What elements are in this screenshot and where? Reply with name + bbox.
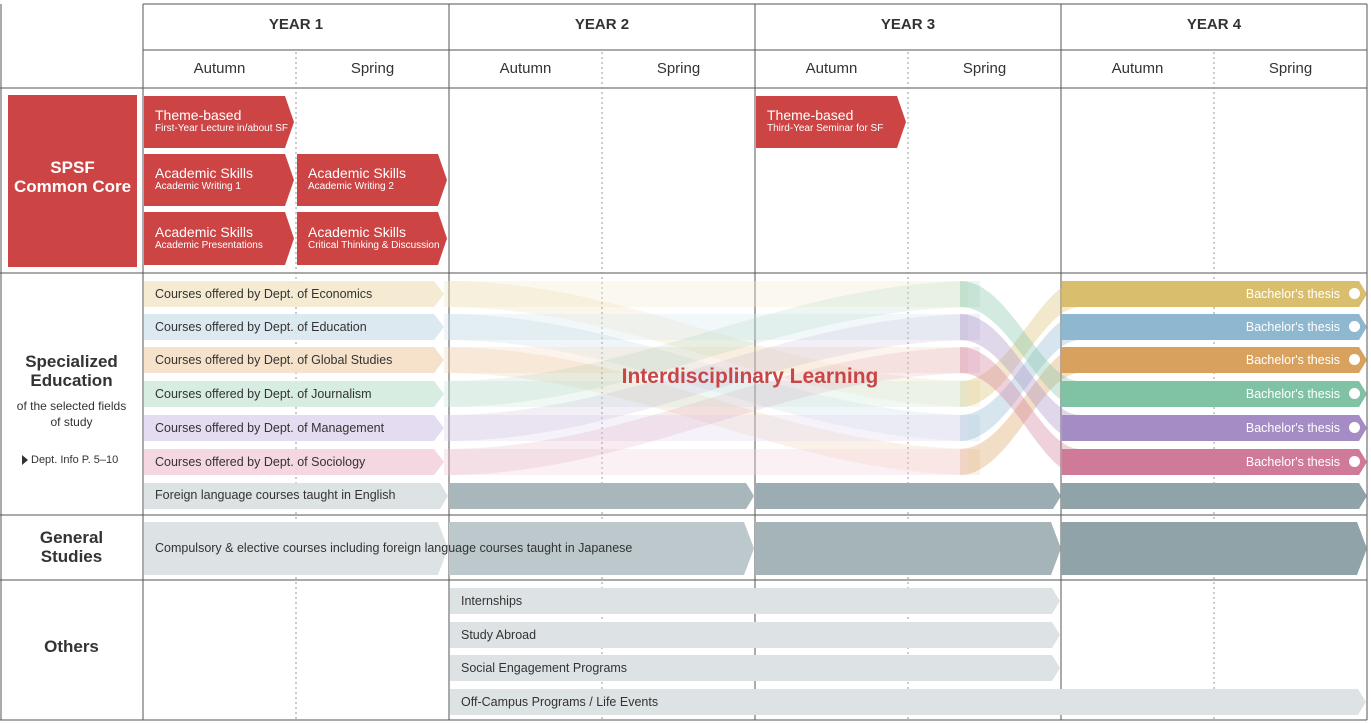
core-course-critical-thinking	[308, 224, 440, 252]
year-1-label: YEAR 1	[268, 16, 324, 33]
core-course-writing-2	[308, 165, 406, 193]
y3-autumn-label: Autumn	[805, 60, 858, 77]
dept-info-text: Dept. Info P. 5–10	[31, 454, 119, 466]
thesis-sociology-label: Bachelor's thesis	[1245, 455, 1340, 469]
general-band-year3	[755, 522, 1061, 575]
foreign-language-english-label: Foreign language courses taught in English	[155, 488, 396, 502]
others-internships-label: Internships	[461, 594, 523, 608]
dept-global-studies-label: Courses offered by Dept. of Global Studies	[155, 353, 393, 367]
y2-autumn-label: Autumn	[499, 60, 552, 77]
course-subtitle: Third-Year Seminar for SF	[767, 123, 884, 134]
interdisciplinary-learning-label: Interdisciplinary Learning	[621, 365, 879, 388]
general-studies-bar-label: Compulsory & elective courses including foreign language courses taught in Japanese	[155, 541, 633, 555]
common-core-heading: SPSF Common Core	[13, 158, 132, 196]
specialized-subheading: of the selected fields of study	[16, 399, 127, 429]
course-title: Theme-based	[767, 107, 854, 123]
thesis-economics-label: Bachelor's thesis	[1245, 287, 1340, 301]
others-band-study-abroad	[450, 622, 1060, 648]
dept-info-pointer	[22, 454, 118, 466]
thesis-education-label: Bachelor's thesis	[1245, 320, 1340, 334]
foreign-band-year3	[755, 483, 1061, 509]
y4-spring-label: Spring	[1268, 60, 1313, 77]
y2-spring-label: Spring	[656, 60, 701, 77]
dept-economics-label: Courses offered by Dept. of Economics	[155, 287, 373, 301]
course-subtitle: Academic Presentations	[155, 240, 263, 251]
thesis-management-label: Bachelor's thesis	[1245, 421, 1340, 435]
y1-spring-label: Spring	[350, 60, 395, 77]
year-4-label: YEAR 4	[1186, 16, 1242, 33]
dept-education-label: Courses offered by Dept. of Education	[155, 320, 367, 334]
specialized-heading: Specialized Education	[25, 352, 118, 390]
general-studies-heading: General Studies	[39, 528, 104, 566]
dept-management-label: Courses offered by Dept. of Management	[155, 421, 385, 435]
course-subtitle: Academic Writing 2	[308, 181, 394, 192]
course-title: Academic Skills	[308, 165, 407, 181]
y1-autumn-label: Autumn	[193, 60, 246, 77]
others-off-campus-label: Off-Campus Programs / Life Events	[461, 695, 659, 709]
course-title: Theme-based	[155, 107, 242, 123]
triangle-right-icon	[22, 455, 28, 465]
others-band-internships	[450, 588, 1060, 614]
course-subtitle: Critical Thinking & Discussion	[308, 240, 440, 251]
thesis-dot-global-studies	[1349, 354, 1360, 365]
thesis-global-studies-label: Bachelor's thesis	[1245, 353, 1340, 367]
thesis-dot-economics	[1349, 288, 1360, 299]
course-title: Academic Skills	[155, 165, 254, 181]
core-course-theme-third-year	[767, 107, 883, 135]
others-study-abroad-label: Study Abroad	[461, 628, 537, 642]
thesis-dot-management	[1349, 422, 1360, 433]
year-2-label: YEAR 2	[574, 16, 630, 33]
course-title: Academic Skills	[155, 224, 254, 240]
year-3-label: YEAR 3	[880, 16, 936, 33]
thesis-journalism-label: Bachelor's thesis	[1245, 387, 1340, 401]
foreign-band-year4	[1061, 483, 1367, 509]
general-band-year4	[1061, 522, 1367, 575]
core-course-writing-1	[155, 165, 253, 193]
core-course-theme-first-year	[155, 107, 288, 135]
thesis-dot-education	[1349, 321, 1360, 332]
thesis-dot-journalism	[1349, 388, 1360, 399]
course-subtitle: First-Year Lecture in/about SF	[155, 123, 289, 134]
thesis-dot-sociology	[1349, 456, 1360, 467]
foreign-band-year2	[449, 483, 754, 509]
dept-sociology-label: Courses offered by Dept. of Sociology	[155, 455, 366, 469]
core-course-presentations	[155, 224, 263, 252]
course-subtitle: Academic Writing 1	[155, 181, 241, 192]
course-title: Academic Skills	[308, 224, 407, 240]
y4-autumn-label: Autumn	[1111, 60, 1164, 77]
y3-spring-label: Spring	[962, 60, 1007, 77]
others-social-engagement-label: Social Engagement Programs	[461, 661, 628, 675]
dept-journalism-label: Courses offered by Dept. of Journalism	[155, 387, 372, 401]
others-heading: Others	[44, 637, 99, 656]
